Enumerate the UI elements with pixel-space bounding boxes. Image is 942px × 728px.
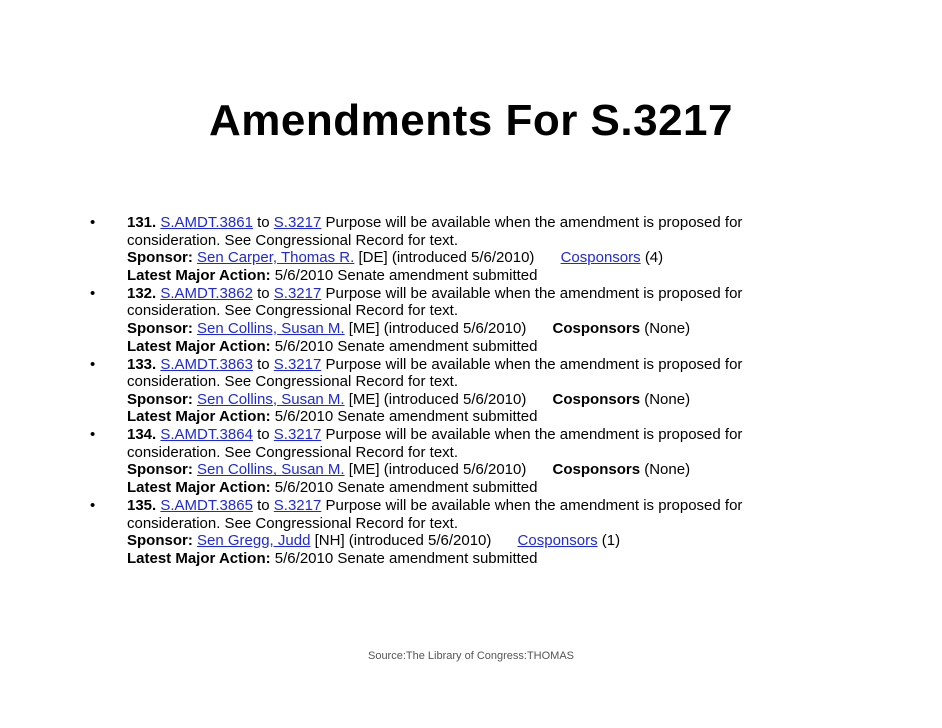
amendment-list [90,214,910,568]
purpose-text: Purpose will be available when the amendment is proposed for [325,284,743,302]
purpose-text: Purpose will be available when the amendment is proposed for [325,355,743,373]
line-sponsor [127,532,910,550]
latest-action-text: 5/6/2010 Senate amendment submitted [274,549,538,567]
latest-action-text: 5/6/2010 Senate amendment submitted [274,479,538,497]
cosponsors-label: Cosponsors [552,390,641,408]
sponsor-label: Sponsor: [127,249,193,267]
sponsor-label: Sponsor: [127,319,193,337]
latest-action-label: Latest Major Action: [127,549,271,567]
sponsor-detail: [ME] (introduced 5/6/2010) [348,390,527,408]
list-item [90,356,910,426]
purpose-text: Purpose will be available when the amendment is proposed for [325,426,743,444]
list-item [90,285,910,355]
line-latest-action [127,408,910,426]
bullet-icon: • [90,284,96,302]
list-item [90,214,910,284]
sponsor-label: Sponsor: [127,461,193,479]
list-item [90,497,910,567]
line-purpose-2 [127,444,910,462]
latest-action-label: Latest Major Action: [127,337,271,355]
bullet-icon: • [90,214,96,231]
latest-action-text: 5/6/2010 Senate amendment submitted [274,266,538,284]
sponsor-detail: [DE] (introduced 5/6/2010) [358,249,535,267]
page-title: Amendments For S.3217 [209,96,733,145]
line-sponsor [127,249,910,267]
amendment-number: 134. [127,426,157,444]
line-purpose [127,214,910,232]
cosponsors-link[interactable]: Cosponsors [517,532,598,550]
amendment-link[interactable]: S.AMDT.3865 [160,497,253,515]
purpose-text-2: consideration. See Congressional Record for text. [127,231,459,249]
amendment-number: 131. [127,214,157,231]
sponsor-link[interactable]: Sen Collins, Susan M. [197,319,345,337]
line-sponsor [127,320,910,338]
bullet-icon: • [90,426,96,444]
purpose-text-2: consideration. See Congressional Record for text. [127,514,459,532]
line-purpose-2 [127,302,910,320]
line-purpose-2 [127,232,910,250]
line-latest-action [127,267,910,285]
latest-action-label: Latest Major Action: [127,266,271,284]
to-label: to [257,355,270,373]
line-purpose [127,356,910,374]
to-label: to [257,497,270,515]
amendment-number: 135. [127,497,157,515]
amendment-link[interactable]: S.AMDT.3864 [160,426,253,444]
purpose-text: Purpose will be available when the amendment is proposed for [325,497,743,515]
latest-action-text: 5/6/2010 Senate amendment submitted [274,337,538,355]
sponsor-detail: [ME] (introduced 5/6/2010) [348,319,527,337]
line-latest-action [127,338,910,356]
amendment-link[interactable]: S.AMDT.3863 [160,355,253,373]
sponsor-link[interactable]: Sen Carper, Thomas R. [197,249,355,267]
cosponsors-label: Cosponsors [552,319,641,337]
bill-link[interactable]: S.3217 [273,355,322,373]
line-purpose [127,285,910,303]
latest-action-text: 5/6/2010 Senate amendment submitted [274,408,538,426]
sponsor-link[interactable]: Sen Gregg, Judd [197,532,311,550]
cosponsors-label: Cosponsors [552,461,641,479]
line-purpose [127,497,910,515]
purpose-text-2: consideration. See Congressional Record for text. [127,302,459,320]
amendment-link[interactable]: S.AMDT.3862 [160,284,253,302]
line-purpose-2 [127,515,910,533]
cosponsors-count: (None) [644,461,691,479]
sponsor-label: Sponsor: [127,390,193,408]
cosponsors-count: (None) [644,319,691,337]
bill-link[interactable]: S.3217 [273,284,322,302]
line-sponsor [127,461,910,479]
sponsor-link[interactable]: Sen Collins, Susan M. [197,461,345,479]
cosponsors-count: (1) [601,532,621,550]
purpose-text-2: consideration. See Congressional Record for text. [127,443,459,461]
purpose-text-2: consideration. See Congressional Record for text. [127,373,459,391]
to-label: to [257,284,270,302]
cosponsors-count: (4) [644,249,664,267]
sponsor-label: Sponsor: [127,532,193,550]
line-purpose-2 [127,373,910,391]
source-caption: Source:The Library of Congress:THOMAS [367,650,575,662]
amendment-link[interactable]: S.AMDT.3861 [160,214,253,231]
purpose-text: Purpose will be available when the amendment is proposed for [325,214,743,231]
cosponsors-count: (None) [644,390,691,408]
bullet-icon: • [90,355,96,373]
line-purpose [127,426,910,444]
latest-action-label: Latest Major Action: [127,408,271,426]
bill-link[interactable]: S.3217 [273,214,322,231]
amendment-number: 132. [127,284,157,302]
bullet-icon: • [90,497,96,515]
line-sponsor [127,391,910,409]
list-item [90,426,910,496]
sponsor-link[interactable]: Sen Collins, Susan M. [197,390,345,408]
to-label: to [257,214,270,231]
bill-link[interactable]: S.3217 [273,497,322,515]
sponsor-detail: [ME] (introduced 5/6/2010) [348,461,527,479]
latest-action-label: Latest Major Action: [127,479,271,497]
to-label: to [257,426,270,444]
sponsor-detail: [NH] (introduced 5/6/2010) [314,532,492,550]
cosponsors-link[interactable]: Cosponsors [560,249,641,267]
line-latest-action [127,479,910,497]
line-latest-action [127,550,910,568]
amendment-number: 133. [127,355,157,373]
bill-link[interactable]: S.3217 [273,426,322,444]
